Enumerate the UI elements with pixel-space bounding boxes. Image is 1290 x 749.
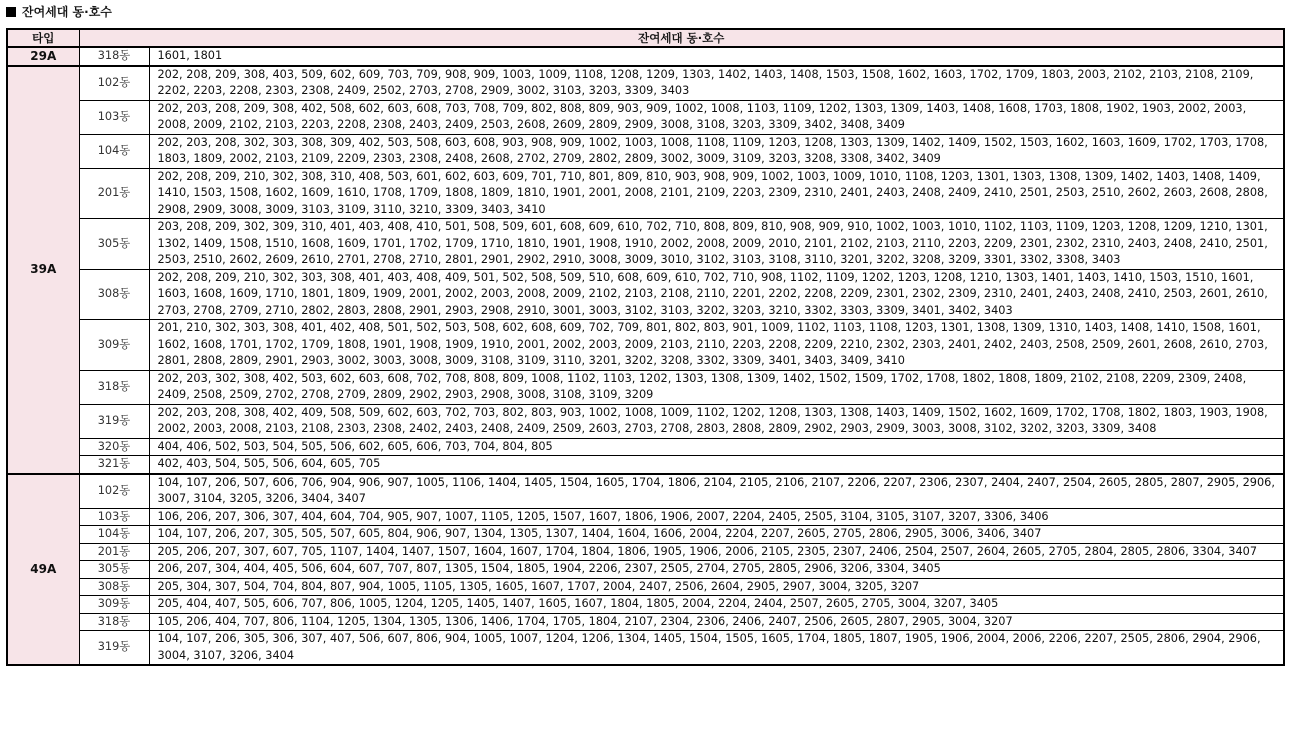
building-cell: 103동 <box>79 100 149 134</box>
unit-numbers-cell: 104, 107, 206, 507, 606, 706, 904, 906, 907, 1005, 1106, 1404, 1405, 1504, 1605, 1704, 1806, 2104, 2105, 2106, 2107, 2206, 2207, 2306, 2307, 2404, 2407, 2504, 2605, 2805, 2807, 2905, 2906, 3007, 3104, 3205, 3206, 3404, 3407 <box>149 474 1284 509</box>
unit-numbers-cell: 205, 404, 407, 505, 606, 707, 806, 1005, 1204, 1205, 1405, 1407, 1605, 1607, 1804, 1805, 2004, 2204, 2404, 2507, 2605, 2705, 3004, 3207, 3405 <box>149 596 1284 614</box>
unit-numbers-cell: 202, 208, 209, 210, 302, 308, 310, 408, 503, 601, 602, 603, 609, 701, 710, 801, 809, 810, 903, 908, 909, 1002, 1003, 1009, 1010, 1108, 1203, 1301, 1303, 1308, 1309, 1402, 1403, 1408, 1409, 1410, 1503, 1508, 1602, 1609, 1610, 1708, 1709, 1808, 1809, 1810, 1901, 2001, 2008, 2101, 2109, 2203, 2309, 2310, 2401, 2403, 2408, 2409, 2410, 2501, 2503, 2510, 2602, 2603, 2608, 2808, 2908, 2909, 3008, 3009, 3103, 3109, 3110, 3210, 3309, 3403, 3410 <box>149 168 1284 219</box>
square-bullet-icon <box>6 7 16 17</box>
table-row <box>7 219 1284 270</box>
table-row <box>7 168 1284 219</box>
table-row <box>7 456 1284 474</box>
unit-numbers-cell: 202, 208, 209, 308, 403, 509, 602, 609, 703, 709, 908, 909, 1003, 1009, 1108, 1208, 1209, 1303, 1402, 1403, 1408, 1503, 1508, 1602, 1603, 1702, 1709, 1803, 2003, 2102, 2103, 2108, 2109, 2202, 2203, 2208, 2303, 2308, 2409, 2502, 2703, 2708, 2909, 3002, 3103, 3203, 3309, 3403 <box>149 66 1284 101</box>
table-row <box>7 320 1284 371</box>
unit-numbers-cell: 202, 203, 208, 308, 402, 409, 508, 509, 602, 603, 702, 703, 802, 803, 903, 1002, 1008, 1009, 1102, 1202, 1208, 1303, 1308, 1403, 1409, 1502, 1602, 1609, 1702, 1708, 1802, 1803, 1903, 1908, 2002, 2003, 2008, 2103, 2108, 2303, 2308, 2402, 2403, 2408, 2409, 2509, 2603, 2703, 2708, 2803, 2808, 2809, 2902, 2903, 2909, 3003, 3008, 3102, 3202, 3203, 3309, 3408 <box>149 404 1284 438</box>
building-cell: 102동 <box>79 474 149 509</box>
table-row <box>7 438 1284 456</box>
unit-numbers-cell: 1601, 1801 <box>149 47 1284 66</box>
table-row <box>7 66 1284 101</box>
building-cell: 320동 <box>79 438 149 456</box>
building-cell: 308동 <box>79 578 149 596</box>
table-header-row <box>7 29 1284 47</box>
building-cell: 201동 <box>79 543 149 561</box>
type-cell: 49A <box>7 474 79 666</box>
building-cell: 319동 <box>79 631 149 666</box>
section-heading <box>6 4 112 20</box>
unit-numbers-cell: 104, 107, 206, 207, 305, 505, 507, 605, 804, 906, 907, 1304, 1305, 1307, 1404, 1604, 1606, 2004, 2204, 2207, 2605, 2705, 2806, 2905, 3006, 3406, 3407 <box>149 526 1284 544</box>
unit-numbers-cell: 104, 107, 206, 305, 306, 307, 407, 506, 607, 806, 904, 1005, 1007, 1204, 1206, 1304, 1405, 1504, 1505, 1605, 1704, 1805, 1807, 1905, 1906, 2004, 2006, 2206, 2207, 2505, 2806, 2904, 2906, 3004, 3107, 3206, 3404 <box>149 631 1284 666</box>
section-heading-text: 잔여세대 동·호수 <box>22 5 112 19</box>
table-row <box>7 613 1284 631</box>
type-cell: 29A <box>7 47 79 66</box>
building-cell: 321동 <box>79 456 149 474</box>
building-cell: 318동 <box>79 613 149 631</box>
unit-numbers-cell: 206, 207, 304, 404, 405, 506, 604, 607, 707, 807, 1305, 1504, 1805, 1904, 2206, 2307, 2505, 2704, 2705, 2805, 2906, 3206, 3304, 3405 <box>149 561 1284 579</box>
table-row <box>7 508 1284 526</box>
unit-numbers-cell: 202, 203, 208, 209, 308, 402, 508, 602, 603, 608, 703, 708, 709, 802, 808, 809, 903, 909, 1002, 1008, 1103, 1109, 1202, 1303, 1309, 1403, 1408, 1608, 1703, 1808, 1902, 1903, 2002, 2003, 2008, 2009, 2102, 2103, 2203, 2208, 2308, 2403, 2409, 2503, 2608, 2609, 2809, 2909, 3008, 3108, 3203, 3309, 3402, 3408, 3409 <box>149 100 1284 134</box>
unit-numbers-cell: 402, 403, 504, 505, 506, 604, 605, 705 <box>149 456 1284 474</box>
table-row <box>7 578 1284 596</box>
building-cell: 201동 <box>79 168 149 219</box>
building-cell: 309동 <box>79 596 149 614</box>
unit-numbers-cell: 106, 206, 207, 306, 307, 404, 604, 704, 905, 907, 1007, 1105, 1205, 1507, 1607, 1806, 1906, 2007, 2204, 2405, 2505, 3104, 3105, 3107, 3207, 3306, 3406 <box>149 508 1284 526</box>
building-cell: 102동 <box>79 66 149 101</box>
table-row <box>7 370 1284 404</box>
table-row <box>7 596 1284 614</box>
header-type: 타입 <box>7 29 79 47</box>
unit-numbers-cell: 203, 208, 209, 302, 309, 310, 401, 403, 408, 410, 501, 508, 509, 601, 608, 609, 610, 702, 710, 808, 809, 810, 908, 909, 910, 1002, 1003, 1010, 1102, 1103, 1109, 1203, 1208, 1209, 1210, 1301, 1302, 1409, 1508, 1510, 1608, 1609, 1701, 1702, 1709, 1710, 1810, 1901, 1908, 1910, 2002, 2008, 2009, 2010, 2101, 2102, 2103, 2110, 2203, 2209, 2301, 2302, 2310, 2403, 2408, 2410, 2501, 2503, 2510, 2602, 2609, 2610, 2701, 2708, 2710, 2801, 2901, 2902, 2910, 3008, 3009, 3010, 3102, 3103, 3108, 3110, 3201, 3202, 3208, 3209, 3301, 3302, 3308, 3403 <box>149 219 1284 270</box>
unit-numbers-cell: 205, 206, 207, 307, 607, 705, 1107, 1404, 1407, 1507, 1604, 1607, 1704, 1804, 1806, 1905, 1906, 2006, 2105, 2305, 2307, 2406, 2504, 2507, 2604, 2605, 2705, 2804, 2805, 2806, 3304, 3407 <box>149 543 1284 561</box>
table-row <box>7 100 1284 134</box>
unit-numbers-cell: 201, 210, 302, 303, 308, 401, 402, 408, 501, 502, 503, 508, 602, 608, 609, 702, 709, 801, 802, 803, 901, 1009, 1102, 1103, 1108, 1203, 1301, 1308, 1309, 1310, 1403, 1408, 1410, 1508, 1601, 1602, 1608, 1701, 1702, 1709, 1808, 1901, 1908, 1909, 1910, 2001, 2002, 2003, 2009, 2103, 2110, 2203, 2208, 2209, 2210, 2302, 2303, 2401, 2402, 2403, 2508, 2509, 2601, 2608, 2610, 2703, 2801, 2808, 2809, 2901, 2903, 3002, 3003, 3008, 3009, 3108, 3109, 3110, 3201, 3202, 3208, 3302, 3309, 3401, 3403, 3409, 3410 <box>149 320 1284 371</box>
table-row <box>7 543 1284 561</box>
building-cell: 305동 <box>79 219 149 270</box>
unit-numbers-cell: 202, 203, 208, 302, 303, 308, 309, 402, 503, 508, 603, 608, 903, 908, 909, 1002, 1003, 1008, 1108, 1109, 1203, 1208, 1303, 1309, 1402, 1409, 1502, 1503, 1602, 1603, 1609, 1702, 1703, 1708, 1803, 1809, 2002, 2103, 2109, 2209, 2303, 2308, 2408, 2608, 2702, 2709, 2802, 2809, 3002, 3009, 3109, 3203, 3208, 3308, 3402, 3409 <box>149 134 1284 168</box>
unit-numbers-cell: 105, 206, 404, 707, 806, 1104, 1205, 1304, 1305, 1306, 1406, 1704, 1705, 1804, 2107, 2304, 2306, 2406, 2407, 2506, 2605, 2807, 2905, 3004, 3207 <box>149 613 1284 631</box>
building-cell: 318동 <box>79 47 149 66</box>
table-row <box>7 269 1284 320</box>
unit-numbers-cell: 202, 203, 302, 308, 402, 503, 602, 603, 608, 702, 708, 808, 809, 1008, 1102, 1103, 1202, 1303, 1308, 1309, 1402, 1502, 1509, 1702, 1708, 1802, 1808, 1809, 2102, 2108, 2209, 2309, 2408, 2409, 2508, 2509, 2702, 2708, 2709, 2809, 2902, 2903, 2908, 3008, 3108, 3109, 3209 <box>149 370 1284 404</box>
unit-numbers-cell: 202, 208, 209, 210, 302, 303, 308, 401, 403, 408, 409, 501, 502, 508, 509, 510, 608, 609, 610, 702, 710, 908, 1102, 1109, 1202, 1203, 1208, 1210, 1303, 1401, 1403, 1410, 1503, 1510, 1601, 1603, 1608, 1609, 1710, 1801, 1809, 1909, 2001, 2002, 2003, 2008, 2009, 2102, 2103, 2108, 2110, 2201, 2202, 2208, 2209, 2301, 2302, 2309, 2310, 2401, 2403, 2408, 2410, 2503, 2601, 2610, 2703, 2708, 2709, 2710, 2802, 2803, 2808, 2901, 2903, 2908, 2910, 3001, 3003, 3102, 3103, 3202, 3203, 3210, 3302, 3303, 3309, 3401, 3402, 3403 <box>149 269 1284 320</box>
building-cell: 103동 <box>79 508 149 526</box>
table-row <box>7 631 1284 666</box>
table-row <box>7 404 1284 438</box>
building-cell: 104동 <box>79 134 149 168</box>
table-body <box>7 47 1284 665</box>
type-cell: 39A <box>7 66 79 474</box>
unit-numbers-cell: 205, 304, 307, 504, 704, 804, 807, 904, 1005, 1105, 1305, 1605, 1607, 1707, 2004, 2407, 2506, 2604, 2905, 2907, 3004, 3205, 3207 <box>149 578 1284 596</box>
building-cell: 318동 <box>79 370 149 404</box>
building-cell: 309동 <box>79 320 149 371</box>
table-row <box>7 561 1284 579</box>
table-row <box>7 474 1284 509</box>
building-cell: 308동 <box>79 269 149 320</box>
remaining-units-table <box>6 28 1285 666</box>
building-cell: 104동 <box>79 526 149 544</box>
building-cell: 305동 <box>79 561 149 579</box>
table-row <box>7 526 1284 544</box>
header-remaining-units: 잔여세대 동·호수 <box>79 29 1284 47</box>
table-row <box>7 134 1284 168</box>
building-cell: 319동 <box>79 404 149 438</box>
unit-numbers-cell: 404, 406, 502, 503, 504, 505, 506, 602, 605, 606, 703, 704, 804, 805 <box>149 438 1284 456</box>
table-row <box>7 47 1284 66</box>
